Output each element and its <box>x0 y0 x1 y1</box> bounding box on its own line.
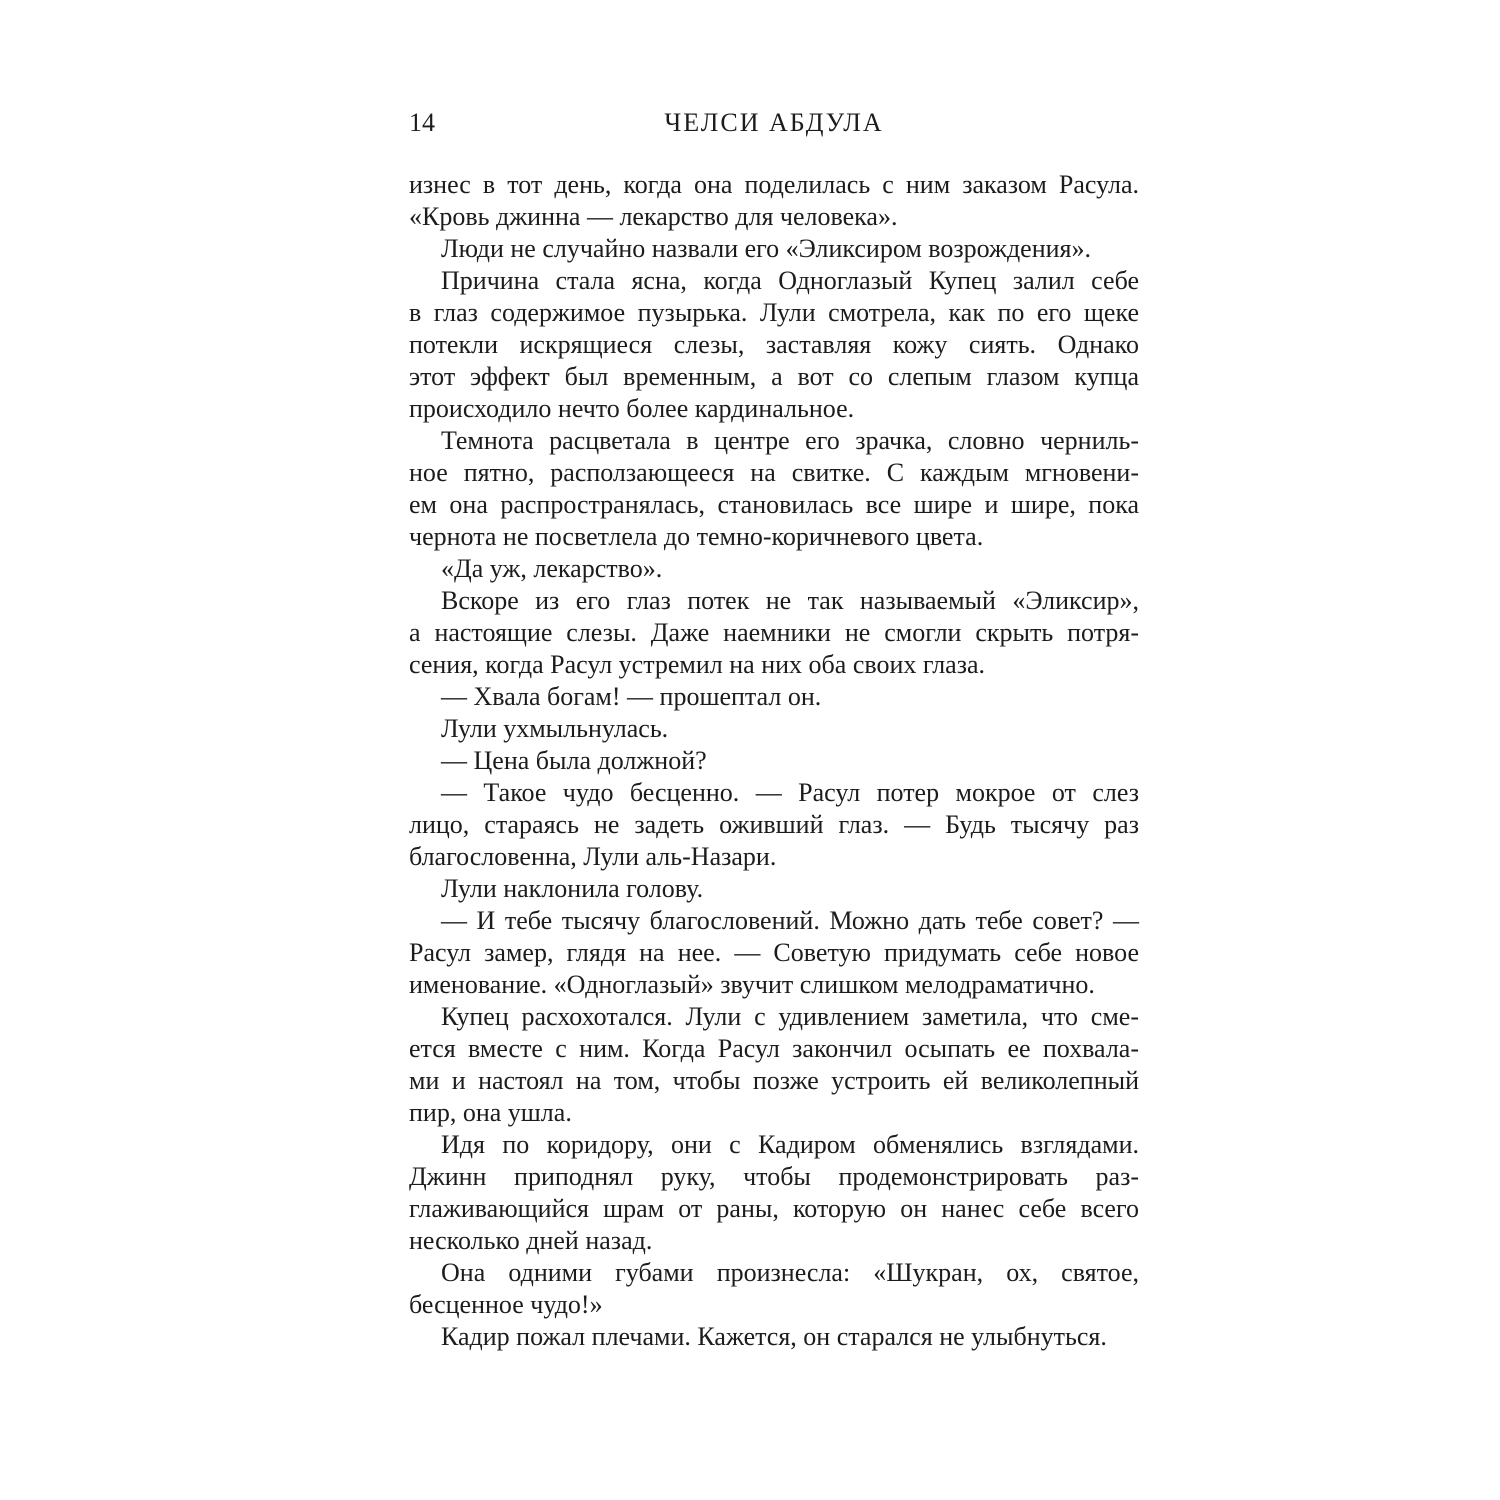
body-line: ное пятно, расползающееся на свитке. С каждым мгновени- <box>409 458 1139 487</box>
body-line: Темнота расцветала в центре его зрачка, словно черниль- <box>441 426 1139 455</box>
page-body <box>409 169 1139 1353</box>
body-line: Причина стала ясна, когда Одноглазый Купец залил себе <box>441 266 1139 295</box>
body-line: чернота не посветлела до темно-коричневого цвета. <box>409 522 984 551</box>
body-line: ем она распространялась, становилась все шире и шире, пока <box>409 490 1139 519</box>
body-line: этот эффект был временным, а вот со слепым глазом купца <box>409 362 1139 391</box>
body-line: благословенна, Лули аль-Назари. <box>409 842 777 871</box>
body-line: происходило нечто более кардинальное. <box>409 394 855 423</box>
body-line: «Кровь джинна — лекарство для человека». <box>409 202 898 231</box>
body-line: сения, когда Расул устремил на них оба своих глаза. <box>409 650 986 679</box>
body-line: несколько дней назад. <box>409 1226 653 1255</box>
body-line: Кадир пожал плечами. Кажется, он старался не улыбнуться. <box>441 1322 1107 1351</box>
body-line: изнес в тот день, когда она поделилась с ним заказом Расула. <box>409 170 1139 199</box>
body-line: ми и настоял на том, чтобы позже устроить ей великолепный <box>409 1066 1139 1095</box>
body-line: — Цена была должной? <box>441 746 707 775</box>
body-line: именование. «Одноглазый» звучит слишком мелодраматично. <box>409 970 1095 999</box>
body-line: бесценное чудо!» <box>409 1290 603 1319</box>
body-line: в глаз содержимое пузырька. Лули смотрела, как по его щеке <box>409 298 1139 327</box>
body-line: — Хвала богам! — прошептал он. <box>441 682 822 711</box>
body-line: — Такое чудо бесценно. — Расул потер мокрое от слез <box>441 778 1139 807</box>
body-line: Идя по коридору, они с Кадиром обменялись взглядами. <box>441 1130 1139 1159</box>
body-line: Расул замер, глядя на нее. — Советую придумать себе новое <box>409 938 1139 967</box>
body-line: потекли искрящиеся слезы, заставляя кожу сиять. Однако <box>409 330 1139 359</box>
body-line: пир, она ушла. <box>409 1098 572 1127</box>
body-line: а настоящие слезы. Даже наемники не смогли скрыть потря- <box>409 618 1139 647</box>
body-line: лицо, стараясь не задеть оживший глаз. — Будь тысячу раз <box>409 810 1139 839</box>
body-line: Люди не случайно назвали его «Эликсиром возрождения». <box>441 234 1092 263</box>
body-line: Джинн приподнял руку, чтобы продемонстрировать раз- <box>409 1162 1139 1191</box>
body-line: Лули ухмыльнулась. <box>441 714 669 743</box>
body-line: «Да уж, лекарство». <box>441 554 663 583</box>
body-line: Лули наклонила голову. <box>441 874 704 903</box>
running-header-title: ЧЕЛСИ АБДУЛА <box>664 108 884 137</box>
text-column <box>409 110 1139 1353</box>
running-header <box>409 110 1139 136</box>
body-line: ется вместе с ним. Когда Расул закончил осыпать ее похвала- <box>409 1034 1139 1063</box>
body-line: — И тебе тысячу благословений. Можно дать тебе совет? — <box>441 906 1139 935</box>
body-line: глаживающийся шрам от раны, которую он нанес себе всего <box>409 1194 1139 1223</box>
body-line: Купец расхохотался. Лули с удивлением заметила, что сме- <box>441 1002 1139 1031</box>
body-line: Вскоре из его глаз потек не так называемый «Эликсир», <box>441 586 1139 615</box>
body-line: Она одними губами произнесла: «Шукран, ох, святое, <box>441 1258 1139 1287</box>
page-number: 14 <box>409 108 435 137</box>
